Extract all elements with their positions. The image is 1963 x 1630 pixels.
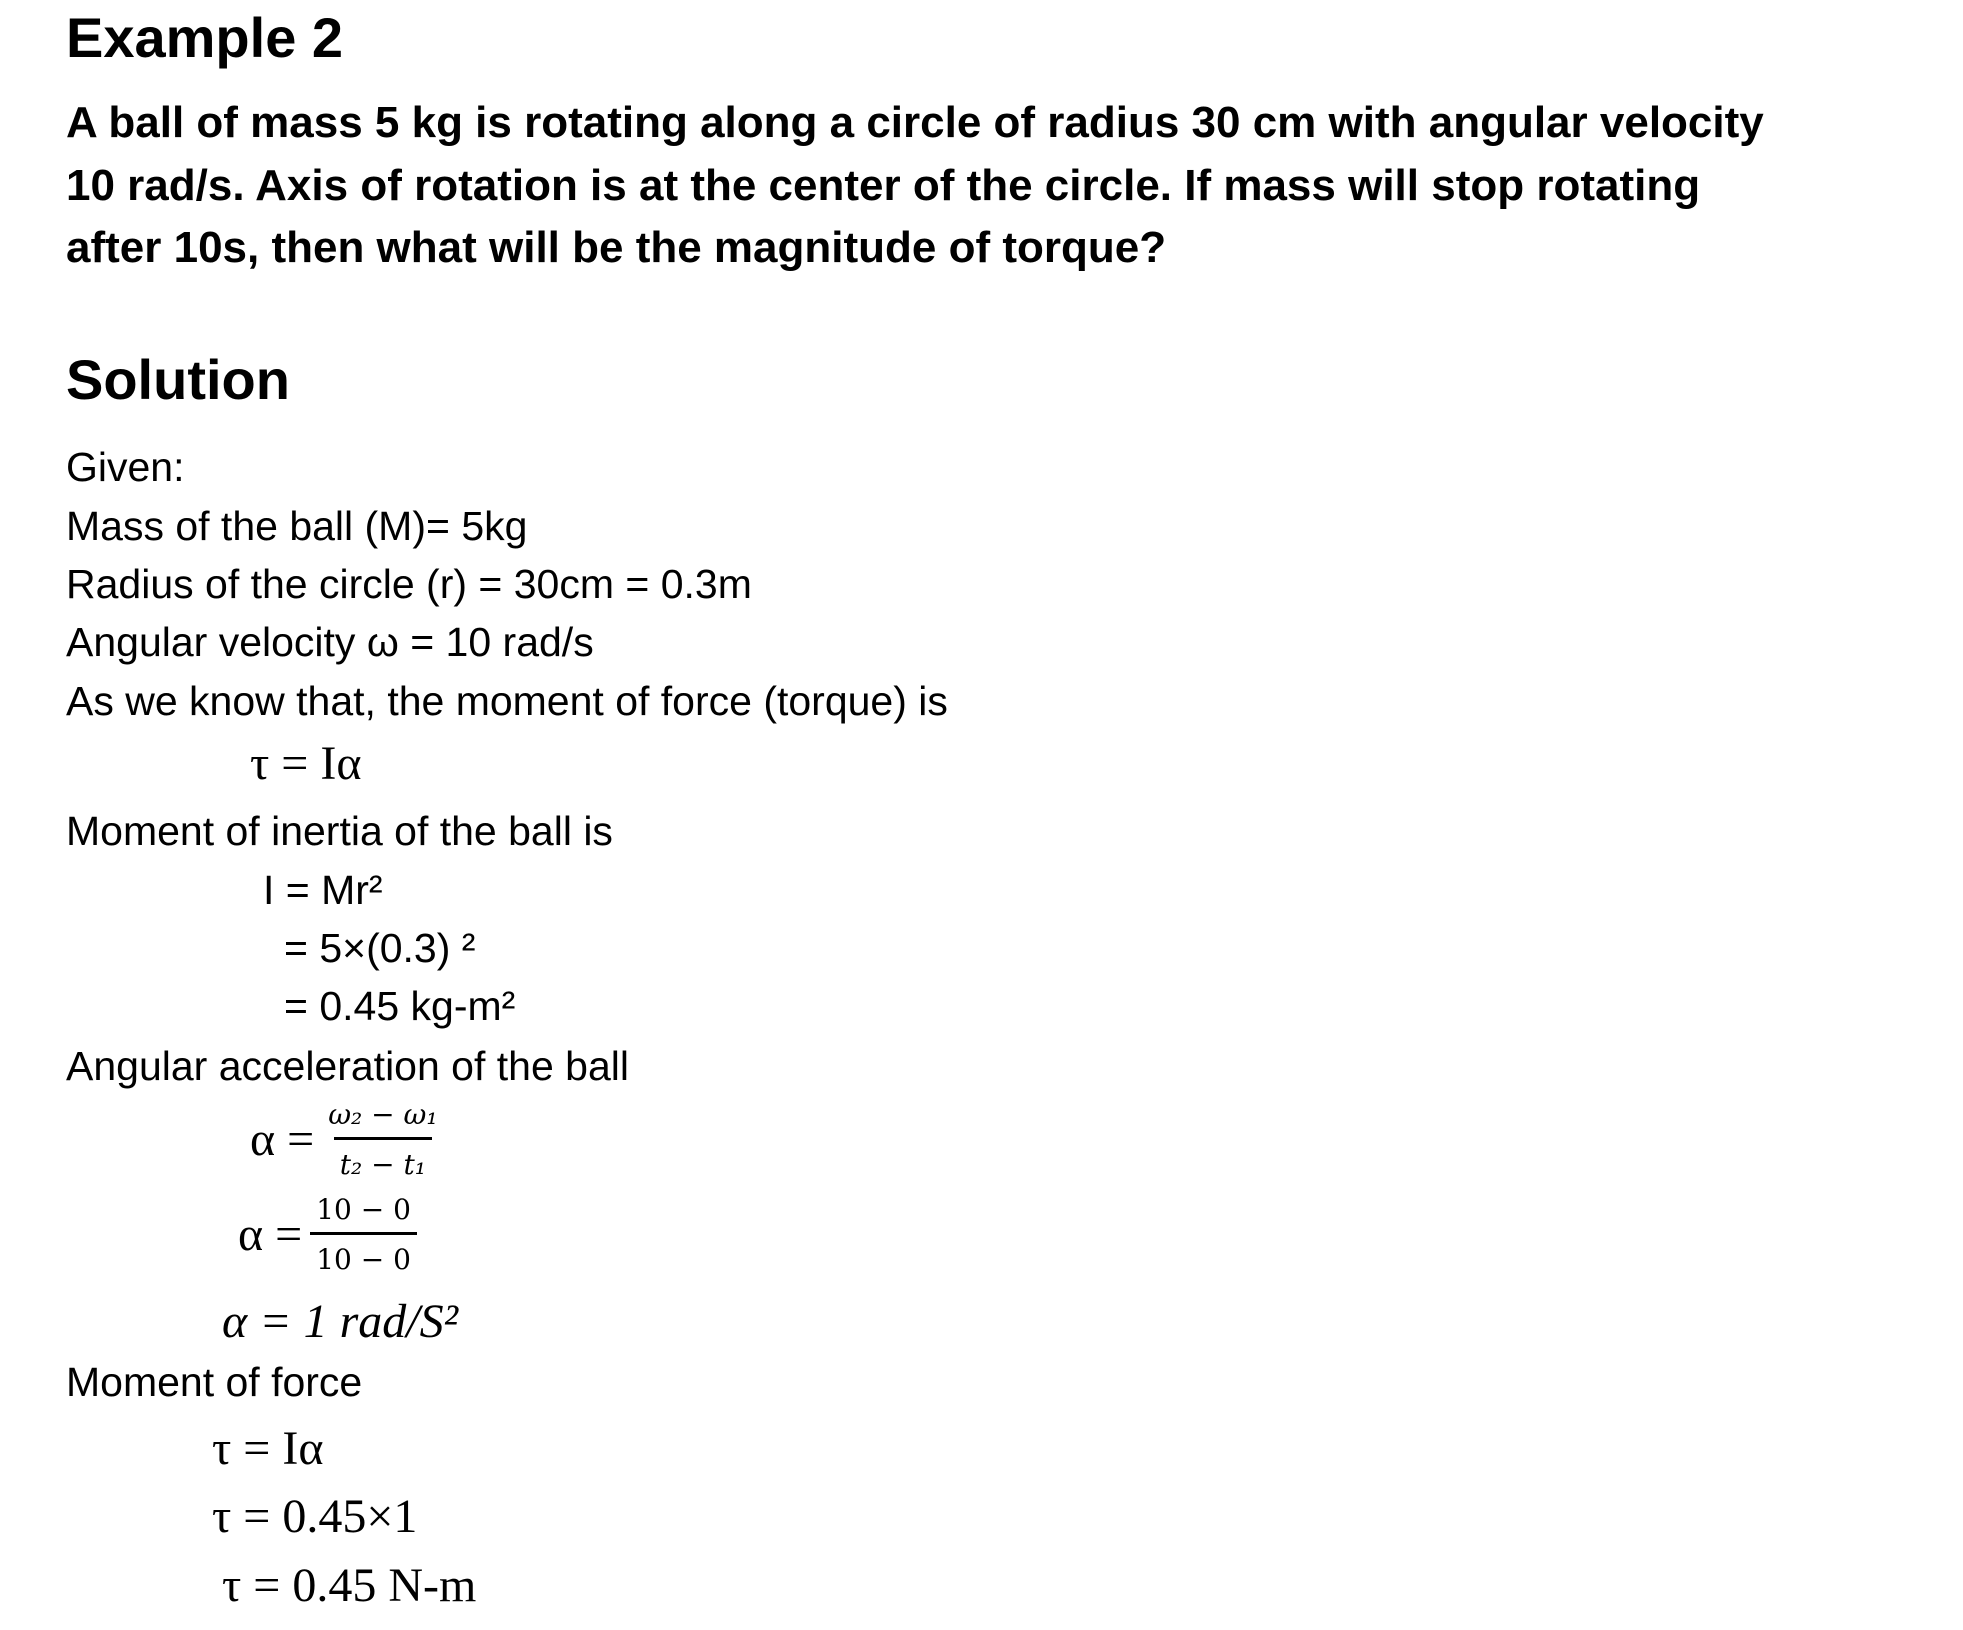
moment-of-force-result: τ = 0.45 N-m: [222, 1559, 477, 1612]
given-label: Given:: [66, 444, 185, 490]
moment-of-force-formula: τ = Iα: [212, 1422, 324, 1475]
acceleration-formula: [250, 1098, 444, 1181]
fraction-numerator: 10 − 0: [316, 1193, 411, 1226]
substitution-fraction: [310, 1193, 417, 1276]
moment-of-force-substitution: τ = 0.45×1: [212, 1490, 418, 1543]
inertia-label: Moment of inertia of the ball is: [66, 808, 613, 854]
acceleration-substitution-lhs: α =: [238, 1208, 303, 1261]
acceleration-label: Angular acceleration of the ball: [66, 1043, 629, 1089]
torque-intro: As we know that, the moment of force (torque) is: [66, 678, 948, 724]
given-mass: Mass of the ball (M)= 5kg: [66, 503, 528, 549]
given-angular-velocity: Angular velocity ω = 10 rad/s: [66, 619, 594, 665]
question-line-1: A ball of mass 5 kg is rotating along a circle of radius 30 cm with angular velocity: [66, 98, 1764, 147]
question-line-2: 10 rad/s. Axis of rotation is at the center of the circle. If mass will stop rotating: [66, 161, 1701, 210]
inertia-substitution: = 5×(0.3) ²: [284, 925, 476, 971]
inertia-formula: I = Mr²: [263, 867, 383, 913]
solution-heading: Solution: [66, 348, 290, 411]
inertia-result: = 0.45 kg-m²: [284, 983, 516, 1029]
acceleration-fraction: [322, 1098, 443, 1181]
fraction-numerator: ω₂ − ω₁: [328, 1098, 438, 1131]
acceleration-result: α = 1 rad/S²: [222, 1295, 458, 1348]
fraction-denominator: 10 − 0: [310, 1232, 417, 1276]
given-radius: Radius of the circle (r) = 30cm = 0.3m: [66, 561, 752, 607]
acceleration-formula-lhs: α =: [250, 1113, 315, 1166]
page-title: Example 2: [66, 6, 344, 69]
question-line-3: after 10s, then what will be the magnitude of torque?: [66, 223, 1167, 272]
fraction-denominator: t₂ − t₁: [334, 1137, 432, 1181]
torque-equation: τ = Iα: [250, 737, 362, 790]
moment-of-force-label: Moment of force: [66, 1359, 363, 1405]
acceleration-substitution: [238, 1193, 417, 1276]
